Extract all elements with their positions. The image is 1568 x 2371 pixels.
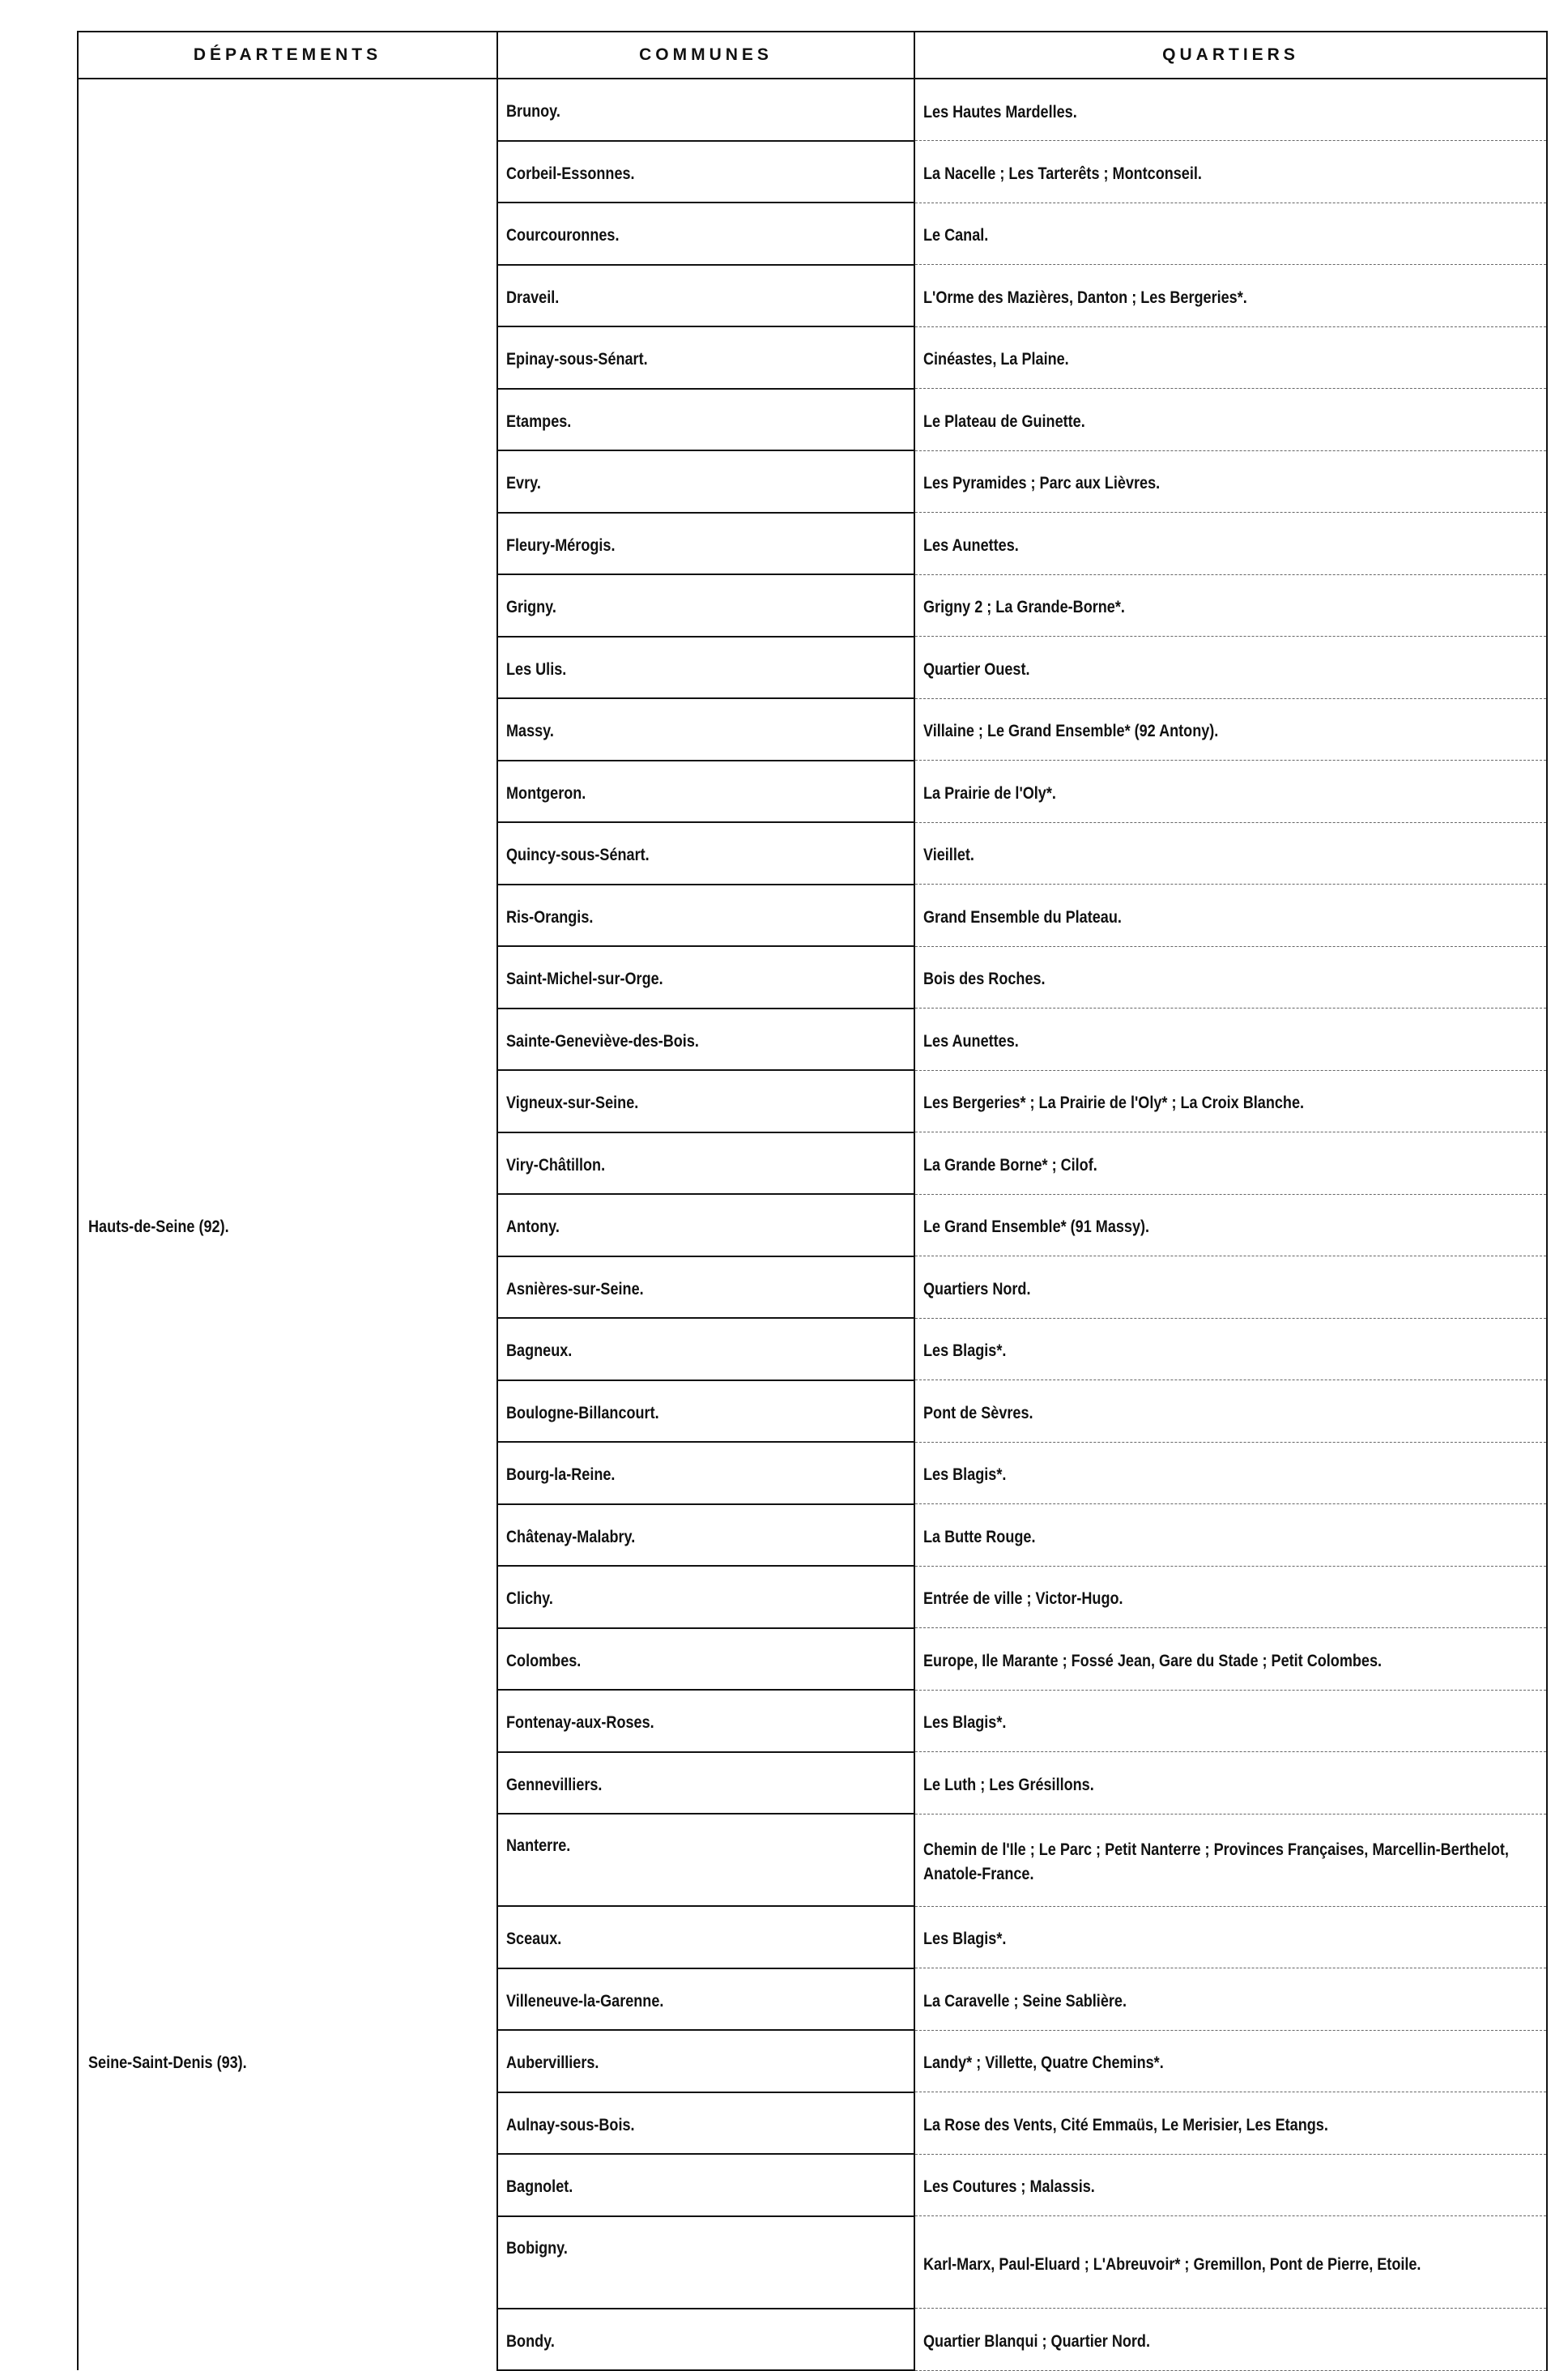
commune-cell [497, 946, 914, 1009]
quartiers-label: Les Coutures ; Malassis. [923, 2177, 1095, 2197]
quartiers-cell [914, 1194, 1547, 1256]
quartiers-label: Les Pyramides ; Parc aux Lièvres. [923, 474, 1161, 493]
commune-cell [497, 1070, 914, 1132]
commune-cell [497, 141, 914, 203]
quartiers-label: Les Hautes Mardelles. [923, 102, 1077, 122]
quartiers-label: La Prairie de l'Oly*. [923, 783, 1056, 803]
commune-label: Bobigny. [506, 2238, 568, 2258]
quartiers-cell [914, 698, 1547, 761]
quartiers-cell [914, 1566, 1547, 1628]
commune-cell [497, 326, 914, 389]
quartiers-label: Les Blagis*. [923, 1465, 1007, 1485]
commune-cell [497, 698, 914, 761]
quartiers-cell [914, 2154, 1547, 2216]
quartiers-label: La Caravelle ; Seine Sablière. [923, 1991, 1127, 2011]
quartiers-label: Europe, Ile Marante ; Fossé Jean, Gare du Stade ; Petit Colombes. [923, 1651, 1383, 1670]
commune-label: Corbeil-Essonnes. [506, 164, 635, 183]
quartiers-cell [914, 1752, 1547, 1814]
commune-label: Bagnolet. [506, 2177, 573, 2197]
commune-cell [497, 1380, 914, 1443]
quartiers-label: Cinéastes, La Plaine. [923, 350, 1069, 369]
quartiers-cell [914, 1132, 1547, 1195]
commune-cell [497, 1194, 914, 1256]
quartiers-cell [914, 1442, 1547, 1504]
commune-cell [497, 1256, 914, 1319]
commune-label: Sceaux. [506, 1930, 562, 1949]
header-quartiers: QUARTIERS [914, 32, 1547, 79]
commune-label: Fleury-Mérogis. [506, 535, 616, 555]
quartiers-cell [914, 141, 1547, 203]
commune-cell [497, 1009, 914, 1071]
quartiers-cell [914, 2309, 1547, 2371]
quartiers-cell [914, 1906, 1547, 1968]
table-body [78, 79, 1547, 2370]
quartiers-cell [914, 1256, 1547, 1319]
quartiers-label: Pont de Sèvres. [923, 1403, 1033, 1422]
quartiers-label: Les Blagis*. [923, 1341, 1007, 1361]
quartiers-label: Les Aunettes. [923, 1031, 1019, 1051]
quartiers-cell [914, 1318, 1547, 1380]
quartiers-label: La Rose des Vents, Cité Emmaüs, Le Merisier, Les Etangs. [923, 2115, 1328, 2134]
header-row [78, 32, 1547, 79]
quartiers-cell [914, 1070, 1547, 1132]
quartiers-label: Villaine ; Le Grand Ensemble* (92 Antony). [923, 722, 1219, 741]
commune-cell [497, 79, 914, 141]
quartiers-label: Vieillet. [923, 846, 974, 865]
commune-cell [497, 1814, 914, 1906]
departement-label: Seine-Saint-Denis (93). [88, 2053, 247, 2072]
commune-cell [497, 1504, 914, 1567]
commune-cell [497, 2216, 914, 2309]
quartiers-label: Karl-Marx, Paul-Eluard ; L'Abreuvoir* ; Gremillon, Pont de Pierre, Etoile. [923, 2254, 1421, 2274]
header-departements: DÉPARTEMENTS [78, 32, 497, 79]
commune-cell [497, 1968, 914, 2031]
commune-cell [497, 513, 914, 575]
table-row [78, 2030, 1547, 2092]
quartiers-cell [914, 1504, 1547, 1567]
quartiers-label: Grand Ensemble du Plateau. [923, 907, 1122, 927]
quartiers-label: Quartier Ouest. [923, 659, 1030, 679]
commune-label: Viry-Châtillon. [506, 1155, 606, 1175]
departement-label: Hauts-de-Seine (92). [88, 1217, 229, 1236]
quartiers-label: La Grande Borne* ; Cilof. [923, 1155, 1097, 1175]
commune-cell [497, 1628, 914, 1691]
commune-label: Courcouronnes. [506, 226, 620, 245]
quartiers-cell [914, 2030, 1547, 2092]
quartiers-label: La Nacelle ; Les Tarterêts ; Montconseil. [923, 164, 1202, 183]
quartiers-label: Grigny 2 ; La Grande-Borne*. [923, 598, 1125, 617]
commune-label: Fontenay-aux-Roses. [506, 1713, 654, 1733]
commune-label: Etampes. [506, 412, 572, 431]
quartiers-label: Les Bergeries* ; La Prairie de l'Oly* ; La Croix Blanche. [923, 1094, 1305, 1113]
quartiers-cell [914, 574, 1547, 637]
commune-label: Bagneux. [506, 1341, 573, 1361]
quartiers-label: Quartier Blanqui ; Quartier Nord. [923, 2331, 1150, 2351]
quartiers-label: Entrée de ville ; Victor-Hugo. [923, 1589, 1123, 1609]
commune-cell [497, 203, 914, 265]
commune-label: Bondy. [506, 2331, 555, 2351]
commune-label: Aubervilliers. [506, 2053, 599, 2073]
commune-label: Châtenay-Malabry. [506, 1527, 636, 1546]
commune-label: Evry. [506, 474, 541, 493]
commune-cell [497, 822, 914, 885]
quartiers-cell [914, 946, 1547, 1009]
quartiers-label: Chemin de l'Ile ; Le Parc ; Petit Nanterre ; Provinces Françaises, Marcellin-Berthelot, Anatole-France. [923, 1840, 1509, 1883]
commune-cell [497, 389, 914, 451]
document-page [77, 31, 1546, 2371]
commune-label: Aulnay-sous-Bois. [506, 2115, 635, 2134]
commune-cell [497, 2154, 914, 2216]
quartiers-label: Le Canal. [923, 226, 989, 245]
commune-cell [497, 1132, 914, 1195]
quartiers-cell [914, 1814, 1547, 1906]
commune-cell [497, 1906, 914, 1968]
commune-cell [497, 761, 914, 823]
commune-cell [497, 450, 914, 513]
commune-cell [497, 2030, 914, 2092]
quartiers-label: Le Luth ; Les Grésillons. [923, 1775, 1094, 1794]
commune-label: Vigneux-sur-Seine. [506, 1094, 639, 1113]
commune-label: Villeneuve-la-Garenne. [506, 1991, 664, 2011]
quartiers-cell [914, 1380, 1547, 1443]
table-row [78, 1194, 1547, 1256]
commune-label: Asnières-sur-Seine. [506, 1279, 644, 1299]
quartiers-cell [914, 450, 1547, 513]
quartiers-label: Les Blagis*. [923, 1930, 1007, 1949]
quartiers-label: La Butte Rouge. [923, 1527, 1036, 1546]
commune-label: Montgeron. [506, 783, 586, 803]
quartiers-label: Le Plateau de Guinette. [923, 412, 1085, 431]
commune-label: Sainte-Geneviève-des-Bois. [506, 1031, 699, 1051]
quartiers-cell [914, 885, 1547, 947]
quartiers-label: Quartiers Nord. [923, 1279, 1031, 1299]
commune-label: Antony. [506, 1217, 560, 1237]
quartiers-cell [914, 761, 1547, 823]
quartiers-label: L'Orme des Mazières, Danton ; Les Bergeries*. [923, 288, 1247, 307]
quartiers-label: Landy* ; Villette, Quatre Chemins*. [923, 2053, 1164, 2073]
quartiers-label: Le Grand Ensemble* (91 Massy). [923, 1217, 1150, 1237]
commune-cell [497, 1318, 914, 1380]
commune-label: Brunoy. [506, 102, 560, 122]
header-communes: COMMUNES [497, 32, 914, 79]
commune-label: Les Ulis. [506, 659, 567, 679]
table-row [78, 79, 1547, 141]
commune-label: Quincy-sous-Sénart. [506, 846, 650, 865]
commune-label: Clichy. [506, 1589, 553, 1609]
commune-cell [497, 1566, 914, 1628]
quartiers-label: Les Blagis*. [923, 1713, 1007, 1733]
quartiers-cell [914, 637, 1547, 699]
commune-label: Bourg-la-Reine. [506, 1465, 616, 1485]
commune-label: Grigny. [506, 598, 556, 617]
commune-label: Gennevilliers. [506, 1775, 603, 1794]
quartiers-cell [914, 822, 1547, 885]
commune-cell [497, 1442, 914, 1504]
quartiers-cell [914, 513, 1547, 575]
commune-cell [497, 1752, 914, 1814]
commune-label: Nanterre. [506, 1836, 571, 1855]
quartiers-cell [914, 1690, 1547, 1752]
quartiers-table [77, 31, 1548, 2371]
commune-cell [497, 1690, 914, 1752]
commune-cell [497, 2309, 914, 2371]
quartiers-cell [914, 265, 1547, 327]
commune-cell [497, 2092, 914, 2155]
commune-label: Boulogne-Billancourt. [506, 1403, 659, 1422]
commune-label: Draveil. [506, 288, 560, 307]
commune-label: Massy. [506, 722, 554, 741]
quartiers-cell [914, 1628, 1547, 1691]
quartiers-cell [914, 2216, 1547, 2309]
commune-cell [497, 265, 914, 327]
commune-cell [497, 574, 914, 637]
commune-cell [497, 885, 914, 947]
quartiers-cell [914, 203, 1547, 265]
quartiers-cell [914, 1009, 1547, 1071]
quartiers-cell [914, 389, 1547, 451]
commune-label: Colombes. [506, 1651, 582, 1670]
quartiers-cell [914, 1968, 1547, 2031]
commune-cell [497, 637, 914, 699]
commune-label: Ris-Orangis. [506, 907, 594, 927]
commune-label: Saint-Michel-sur-Orge. [506, 970, 663, 989]
quartiers-cell [914, 2092, 1547, 2155]
commune-label: Epinay-sous-Sénart. [506, 350, 648, 369]
quartiers-label: Bois des Roches. [923, 970, 1046, 989]
departement-cell [78, 2030, 497, 2370]
quartiers-cell [914, 79, 1547, 141]
quartiers-label: Les Aunettes. [923, 535, 1019, 555]
departement-cell [78, 79, 497, 1194]
departement-cell [78, 1194, 497, 2030]
quartiers-cell [914, 326, 1547, 389]
